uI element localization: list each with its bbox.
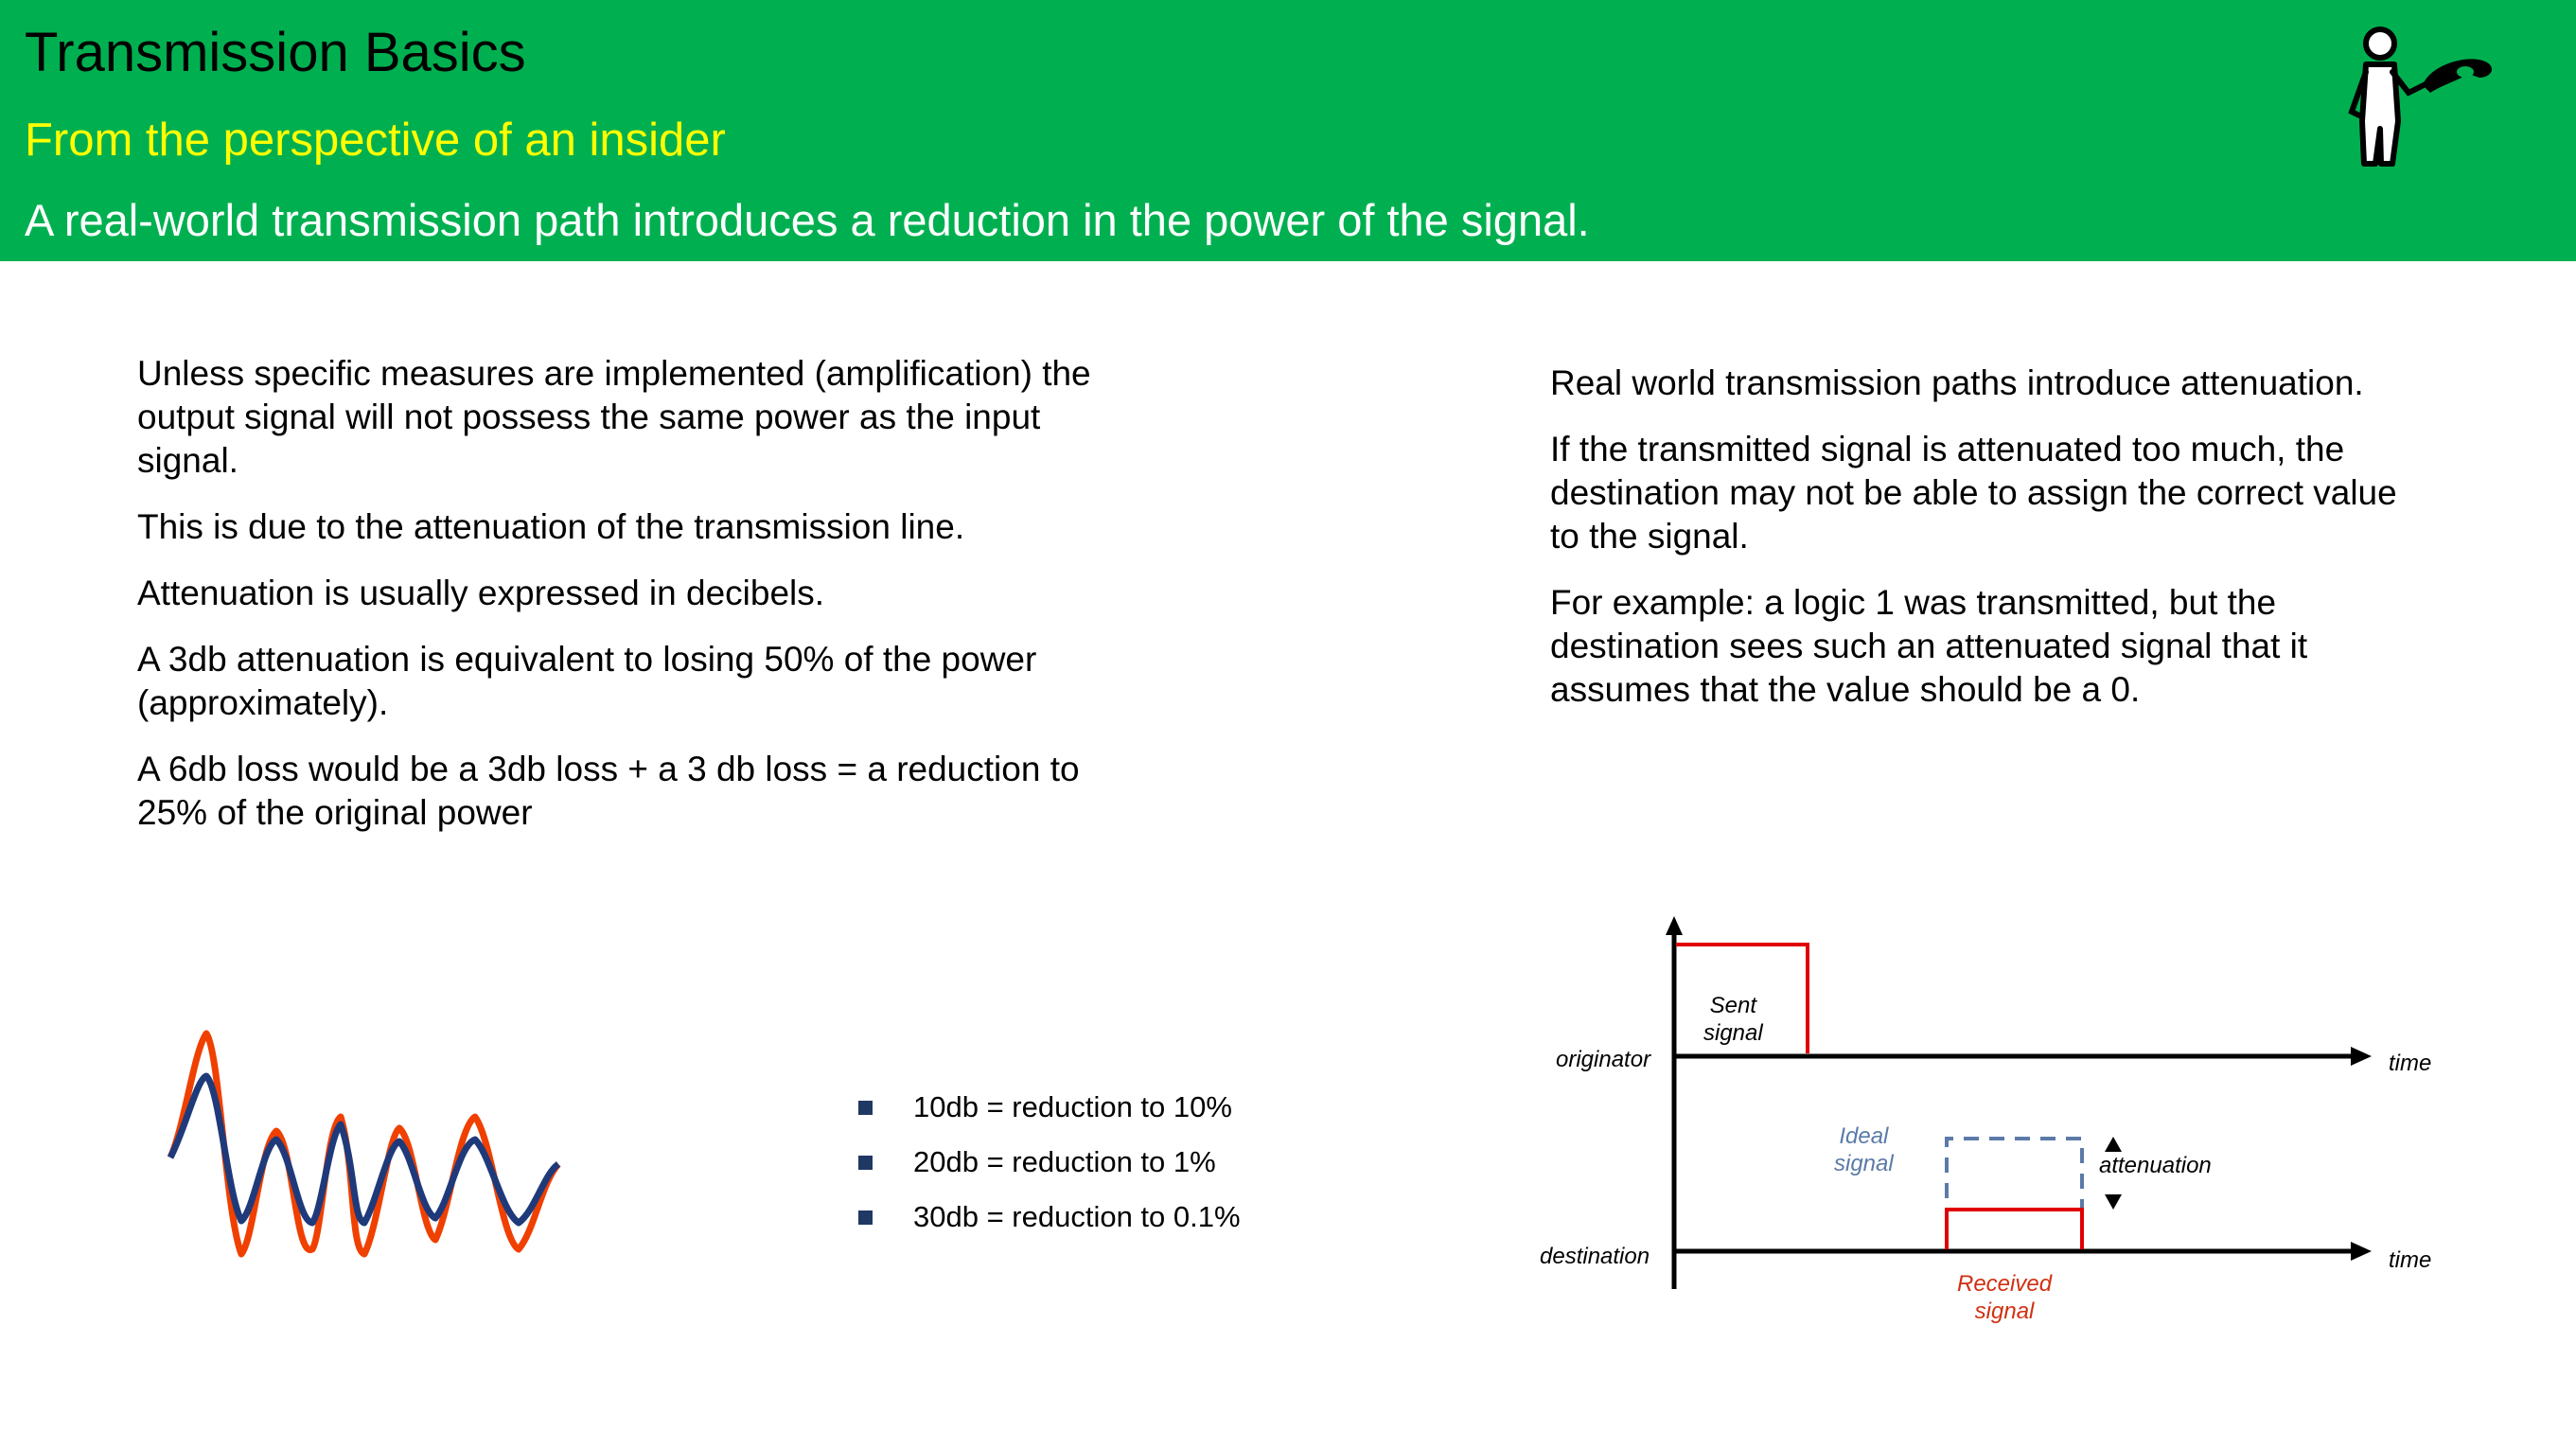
destination-label: destination xyxy=(1540,1244,1650,1269)
bullet-text: 30db = reduction to 0.1% xyxy=(913,1200,1241,1233)
list-item xyxy=(856,1196,1241,1251)
bullet-text: 20db = reduction to 1% xyxy=(913,1145,1216,1178)
right-paragraph-3: For example: a logic 1 was transmitted, but the destination sees such an attenuated signal that it assumes that the value should be a 0. xyxy=(1550,583,2308,709)
originator-axis-arrowhead xyxy=(2351,1047,2372,1066)
time-label-top: time xyxy=(2389,1051,2432,1076)
left-paragraph-5: A 6db loss would be a 3db loss + a 3 db loss = a reduction to 25% of the original power xyxy=(137,750,1080,832)
decibel-bullet-list xyxy=(856,1087,1241,1251)
left-text-column xyxy=(137,352,1093,857)
page-subtitle: From the perspective of an insider xyxy=(25,115,726,166)
received-signal-pulse xyxy=(1947,1210,2082,1249)
right-paragraph-2: If the transmitted signal is attenuated too much, the destination may not be able to assign the correct value to the signal. xyxy=(1550,430,2397,556)
attenuated-wave-illustration xyxy=(161,1022,587,1259)
time-label-bottom: time xyxy=(2389,1247,2432,1273)
left-paragraph-4: A 3db attenuation is equivalent to losing 50% of the power (approximately). xyxy=(137,640,1037,722)
square-bullet-icon xyxy=(858,1210,873,1225)
right-paragraph-1: Real world transmission paths introduce attenuation. xyxy=(1550,363,2364,402)
person-with-telephone-icon xyxy=(2328,27,2498,168)
attenuation-down-arrow-icon xyxy=(2105,1194,2122,1210)
page-tagline: A real-world transmission path introduces a reduction in the power of the signal. xyxy=(25,195,1590,245)
list-item xyxy=(856,1087,1241,1141)
list-item xyxy=(856,1141,1241,1196)
bullet-text: 10db = reduction to 10% xyxy=(913,1090,1232,1123)
left-paragraph-3: Attenuation is usually expressed in decibels. xyxy=(137,574,825,612)
header-banner xyxy=(0,0,2576,261)
square-bullet-icon xyxy=(858,1156,873,1170)
attenuation-label: attenuation xyxy=(2099,1153,2212,1178)
ideal-signal-pulse xyxy=(1947,1139,2082,1249)
attenuation-diagram xyxy=(1514,909,2470,1344)
left-paragraph-2: This is due to the attenuation of the transmission line. xyxy=(137,507,965,546)
attenuation-up-arrow-icon xyxy=(2105,1137,2122,1152)
sent-signal-label: Sent signal xyxy=(1703,993,1763,1046)
destination-axis-arrowhead xyxy=(2351,1242,2372,1261)
right-text-column xyxy=(1550,362,2402,734)
square-bullet-icon xyxy=(858,1101,873,1115)
page-title: Transmission Basics xyxy=(25,22,526,83)
left-paragraph-1: Unless specific measures are implemented (amplification) the output signal will not possess the same power as the input signal. xyxy=(137,354,1091,480)
ideal-signal-label: Ideal signal xyxy=(1834,1123,1894,1176)
received-signal-label: Received signal xyxy=(1957,1271,2053,1324)
vertical-axis-arrowhead xyxy=(1666,916,1683,935)
originator-label: originator xyxy=(1556,1047,1651,1072)
